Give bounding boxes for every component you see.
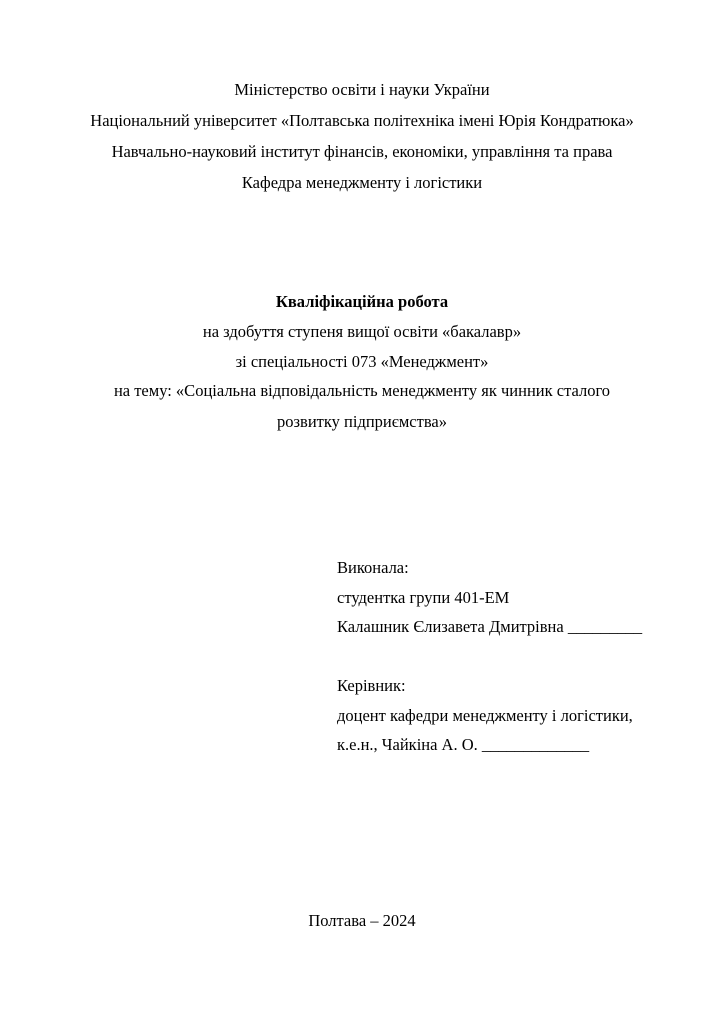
supervisor-position: доцент кафедри менеджменту і логістики, — [337, 706, 633, 725]
specialty-line: зі спеціальності 073 «Менеджмент» — [235, 352, 489, 371]
author-name: Калашник Єлизавета Дмитрівна _________ — [337, 617, 643, 636]
author-label: Виконала: — [337, 558, 409, 577]
supervisor-label: Керівник: — [337, 676, 406, 695]
author-group: студентка групи 401-ЕМ — [337, 588, 510, 607]
university-heading: Національний університет «Полтавська політехніка імені Юрія Кондратюка» — [90, 111, 634, 130]
ministry-heading: Міністерство освіти і науки України — [234, 80, 490, 99]
topic-line-2: розвитку підприємства» — [277, 412, 447, 431]
department-heading: Кафедра менеджменту і логістики — [241, 173, 483, 192]
topic-line-1: на тему: «Соціальна відповідальність менеджменту як чинник сталого — [113, 381, 611, 400]
supervisor-name: к.е.н., Чайкіна А. О. _____________ — [337, 735, 590, 754]
document-title: Кваліфікаційна робота — [275, 292, 449, 311]
degree-line: на здобуття ступеня вищої освіти «бакалавр» — [202, 322, 522, 341]
institute-heading: Навчально-науковий інститут фінансів, економіки, управління та права — [111, 142, 613, 161]
city-year-footer: Полтава – 2024 — [308, 911, 416, 930]
